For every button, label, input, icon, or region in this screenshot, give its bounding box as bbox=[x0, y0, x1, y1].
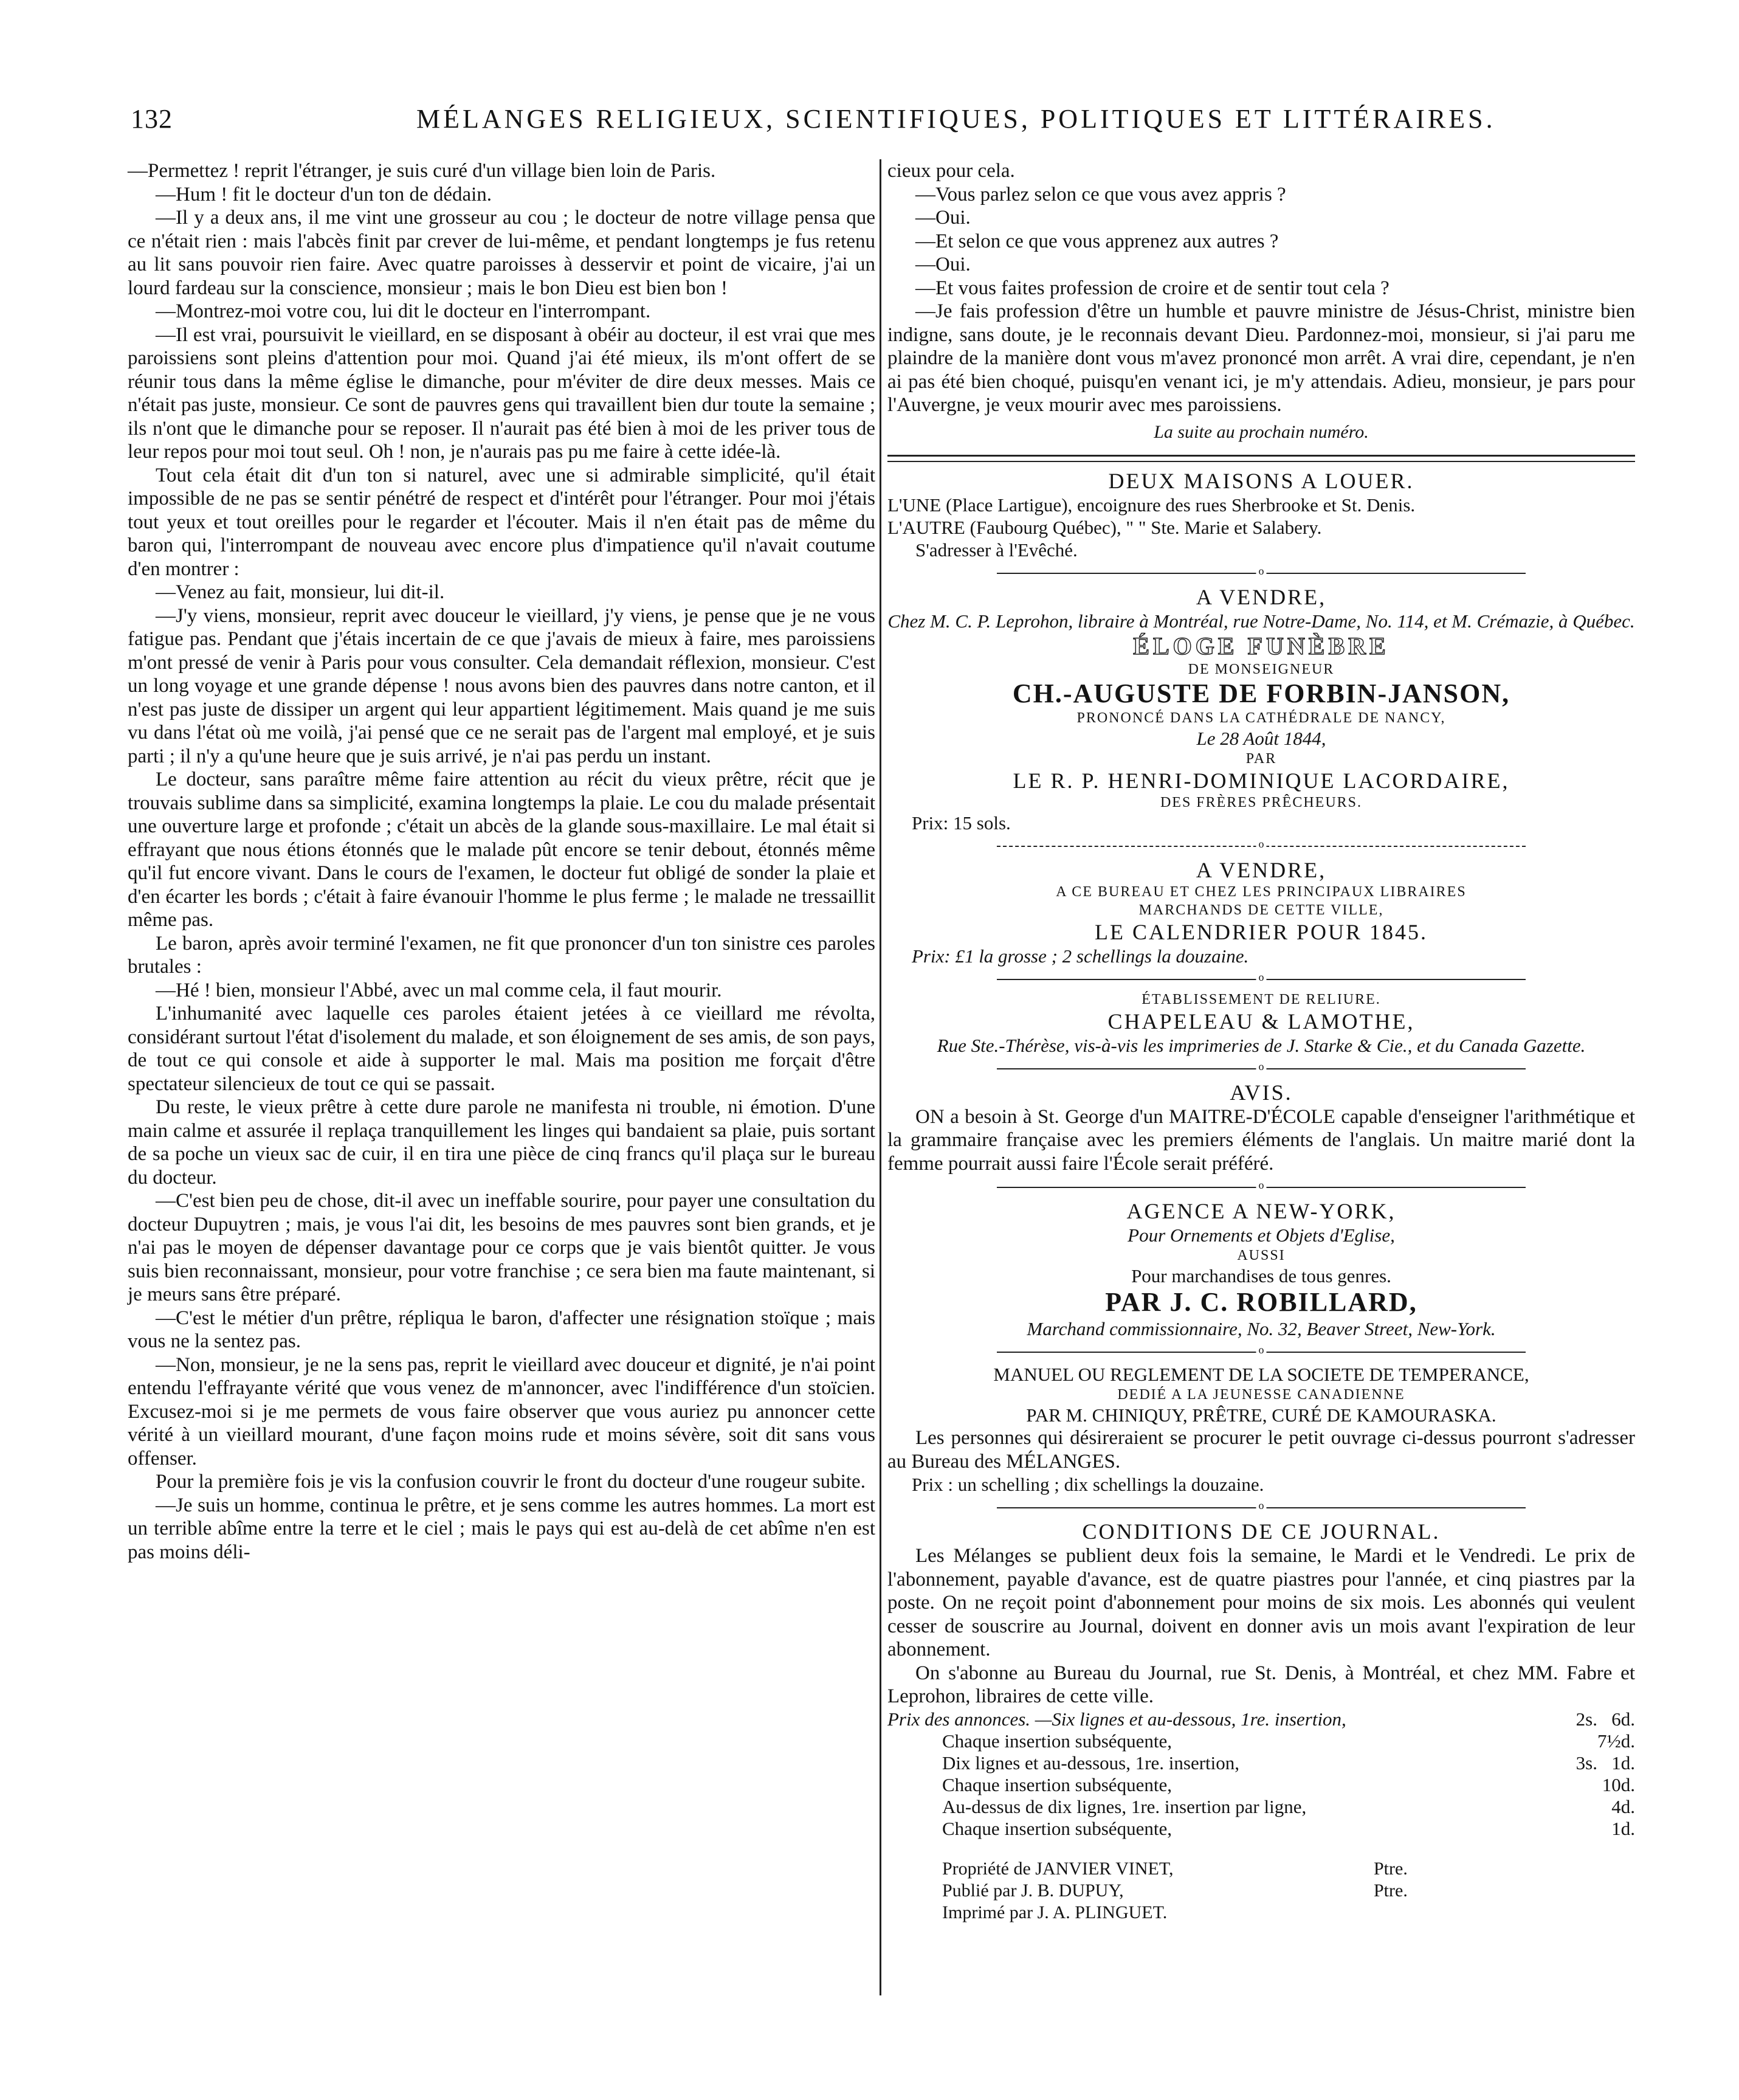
price-row bbox=[887, 1774, 1635, 1796]
paragraph: —Et selon ce que vous apprenez aux autres ? bbox=[915, 230, 1279, 252]
price-pence: 4d. bbox=[1611, 1795, 1635, 1817]
ad-line: Marchand commissionnaire, No. 32, Beaver Street, New-York. bbox=[1027, 1318, 1496, 1339]
ad-line: PRONONCÉ DANS LA CATHÉDRALE DE NANCY, bbox=[1076, 710, 1446, 726]
paragraph: —J'y viens, monsieur, reprit avec douceur le vieillard, j'y viens, je pense que je ne vous fatigue pas. Pendant que j'étais incertain de ce que j'avais de mieux à faire, mes paroissiens m'ont pressé de venir à Paris pour vous consulter. Cela demandait réflexion, monsieur. C'est un long voyage et une grande dépense ! nous avons bien des pauvres dans notre canton, et il n'est pas juste de dissiper un argent qui leur appartient légitimement. Mais quand je me suis vu dans l'état où me voilà, j'ai pensé que ce ne serait pas de l'argent mal employé, et je suis parti ; il n'y a qu'une heure que je suis arrivé, je n'ai pas perdu un instant. bbox=[128, 604, 875, 767]
ad-line: Rue Ste.-Thérèse, vis-à-vis les imprimeries de J. Starke & Cie., et du Canada Gazette. bbox=[937, 1034, 1586, 1056]
ad-line: DEDIÉ A LA JEUNESSE CANADIENNE bbox=[1117, 1387, 1405, 1403]
paragraph: cieux pour cela. bbox=[887, 160, 1015, 182]
paragraph: —Il y a deux ans, il me vint une grosseur au cou ; le docteur de notre village pensa que ce n'était rien : mais l'abcès finit par crever de lui-même, et pendant longtemps je fus retenu au lit sans pouvoir rien faire. Avec quatre paroisses à desservir et point de vicaire, j'ai un lourd fardeau sur la conscience, monsieur ; mais le bon Dieu est bien bon ! bbox=[128, 207, 875, 299]
page-title: MÉLANGES RELIGIEUX, SCIENTIFIQUES, POLITIQUES ET LITTÉRAIRES. bbox=[416, 104, 1496, 134]
ad-eloge bbox=[887, 584, 1635, 834]
ad-line: DE MONSEIGNEUR bbox=[1188, 661, 1335, 677]
price-shillings: 3s. bbox=[1575, 1752, 1597, 1774]
ad-headline: CHAPELEAU & LAMOTHE, bbox=[1107, 1009, 1415, 1034]
separator: o bbox=[887, 1345, 1635, 1358]
page-number: 132 bbox=[131, 104, 173, 134]
price-shillings bbox=[1531, 1730, 1597, 1752]
ad-line: MARCHANDS DE CETTE VILLE, bbox=[1138, 902, 1384, 918]
ad-bindery bbox=[887, 990, 1635, 1057]
right-column bbox=[887, 159, 1635, 1924]
ad-line: Pour marchandises de tous genres. bbox=[1131, 1265, 1391, 1287]
ad-line: S'adresser à l'Evêché. bbox=[915, 539, 1078, 561]
paragraph: —Et vous faites profession de croire et de sentir tout cela ? bbox=[915, 277, 1389, 299]
imprint-row bbox=[942, 1858, 1635, 1880]
paragraph: Le docteur, sans paraître même faire attention au récit du vieux prêtre, récit que je trouvais sublime dans sa simplicité, examina longtemps la plaie. Le cou du malade présentait une ouverture large et profonde ; c'était un abcès de la glande sous-maxillaire. Le mal était si effrayant que nous étions étonnés que le malade pût encore se tenir debout, étonnés même qu'il fut encore vivant. Dans le cours de l'examen, le docteur fut obligé de sonder la plaie et d'en écarter les bords ; c'était à faire évanouir l'homme le plus ferme ; le malade ne tressaillit même pas. bbox=[128, 769, 875, 931]
ad-title: MANUEL OU REGLEMENT DE LA SOCIETE DE TEMPERANCE, bbox=[993, 1364, 1529, 1385]
separator: o bbox=[887, 1062, 1635, 1075]
page-header bbox=[131, 103, 1496, 146]
imprint-owner-title: Ptre. bbox=[1374, 1858, 1408, 1879]
conditions-title: CONDITIONS DE CE JOURNAL. bbox=[1082, 1519, 1441, 1544]
ad-price: Prix: 15 sols. bbox=[912, 812, 1011, 834]
price-label: Chaque insertion subséquente, bbox=[942, 1774, 1172, 1795]
price-shillings bbox=[1531, 1796, 1597, 1818]
price-label: Prix des annonces. —Six lignes et au-dessous, 1re. insertion, bbox=[887, 1708, 1346, 1730]
ad-headline: ÉLOGE FUNÈBRE bbox=[1133, 632, 1389, 660]
price-row bbox=[887, 1796, 1635, 1818]
price-pence: 1d. bbox=[1611, 1817, 1635, 1839]
ad-line: A CE BUREAU ET CHEZ LES PRINCIPAUX LIBRAIRES bbox=[1056, 883, 1467, 900]
ad-title: A VENDRE, bbox=[1196, 584, 1327, 609]
price-label: Chaque insertion subséquente, bbox=[942, 1817, 1172, 1839]
paragraph: L'inhumanité avec laquelle ces paroles étaient jetées à ce vieillard me révolta, considérant surtout l'état d'isolement du malade, et son éloignement de ses amis, de son pays, de tout ce qui console et aide à supporter le mal. Mais ma position me forçait d'être spectateur silencieux de tout ce qui se passait. bbox=[128, 1003, 875, 1095]
paragraph: —Venez au fait, monsieur, lui dit-il. bbox=[156, 581, 445, 603]
ad-author: LE R. P. HENRI-DOMINIQUE LACORDAIRE, bbox=[1013, 768, 1510, 793]
section-rule bbox=[887, 455, 1635, 462]
ad-line: L'AUTRE (Faubourg Québec), " " Ste. Marie et Salabery. bbox=[887, 516, 1322, 538]
ad-line: AUSSI bbox=[1237, 1248, 1286, 1263]
ad-title: A VENDRE, bbox=[1196, 857, 1327, 882]
ad-title: DEUX MAISONS A LOUER. bbox=[1108, 468, 1414, 493]
paragraph: —Hé ! bien, monsieur l'Abbé, avec un mal comme cela, il faut mourir. bbox=[156, 979, 722, 1001]
ad-text: ON a besoin à St. George d'un MAITRE-D'ÉCOLE capable d'enseigner l'arithmétique et la grammaire française avec les premiers éléments de l'anglais. Un maitre marié dont la femme pourrait aussi faire l'École serait préféré. bbox=[887, 1105, 1635, 1175]
price-label: Dix lignes et au-dessous, 1re. insertion, bbox=[942, 1752, 1240, 1774]
paragraph: —Je fais profession d'être un humble et pauvre ministre de Jésus-Christ, ministre bien indigne, sans doute, je le reconnais devant Dieu. Pardonnez-moi, monsieur, si j'ai paru me plaindre de la manière dont vous m'avez prononcé mon arrêt. A vrai dire, cependant, je n'en ai pas été bien choqué, puisqu'en venant ici, je m'y attendais. Adieu, monsieur, je pars pour l'Auvergne, je veux mourir avec mes paroissiens. bbox=[887, 300, 1635, 416]
price-shillings bbox=[1531, 1774, 1597, 1796]
price-row bbox=[887, 1752, 1635, 1774]
ad-line: ÉTABLISSEMENT DE RELIURE. bbox=[1142, 991, 1381, 1007]
ad-line: PAR M. CHINIQUY, PRÊTRE, CURÉ DE KAMOURASKA. bbox=[1026, 1404, 1496, 1426]
ad-avis bbox=[887, 1080, 1635, 1176]
ad-line: Le 28 Août 1844, bbox=[1196, 727, 1326, 749]
price-row bbox=[887, 1708, 1635, 1730]
price-pence: 1d. bbox=[1611, 1752, 1635, 1774]
paragraph: —Je suis un homme, continua le prêtre, et je sens comme les autres hommes. La mort est un terrible abîme entre la terre et le ciel ; mais le pays qui est au-delà de cet abîme n'en est pas moins déli- bbox=[128, 1494, 875, 1563]
ad-line: DES FRÈRES PRÊCHEURS. bbox=[1160, 794, 1363, 810]
conditions-text: On s'abonne au Bureau du Journal, rue St. Denis, à Montréal, et chez MM. Fabre et Leprohon, libraires de cette ville. bbox=[887, 1662, 1635, 1707]
ad-calendar bbox=[887, 857, 1635, 967]
ad-line: L'UNE (Place Lartigue), encoignure des rues Sherbrooke et St. Denis. bbox=[887, 494, 1416, 516]
paragraph: —Permettez ! reprit l'étranger, je suis curé d'un village bien loin de Paris. bbox=[128, 160, 716, 182]
left-column bbox=[128, 159, 875, 1564]
ad-agency bbox=[887, 1198, 1635, 1340]
paragraph: —Hum ! fit le docteur d'un ton de dédain. bbox=[156, 183, 492, 206]
ad-price: Prix : un schelling ; dix schellings la douzaine. bbox=[912, 1474, 1264, 1495]
price-table bbox=[887, 1708, 1635, 1840]
paragraph: —C'est le métier d'un prêtre, répliqua le baron, d'affecter une résignation stoïque ; mais vous ne la sentez pas. bbox=[128, 1307, 875, 1352]
price-row bbox=[887, 1818, 1635, 1840]
imprint bbox=[887, 1858, 1635, 1924]
price-pence: 6d. bbox=[1611, 1708, 1635, 1730]
price-label: Au-dessus de dix lignes, 1re. insertion par ligne, bbox=[942, 1795, 1307, 1817]
price-pence: 10d. bbox=[1602, 1774, 1635, 1795]
paragraph: —Oui. bbox=[915, 207, 971, 229]
ad-line: Pour Ornements et Objets d'Eglise, bbox=[1128, 1224, 1395, 1246]
imprint-publisher-title: Ptre. bbox=[1374, 1880, 1408, 1901]
ad-headline: PAR J. C. ROBILLARD, bbox=[1105, 1287, 1417, 1317]
paragraph: Pour la première fois je vis la confusion couvrir le front du docteur d'une rougeur subite. bbox=[156, 1471, 866, 1493]
ad-headline: LE CALENDRIER POUR 1845. bbox=[1095, 919, 1428, 944]
ad-manual bbox=[887, 1363, 1635, 1496]
paragraph: —Non, monsieur, je ne la sens pas, reprit le vieillard avec douceur et dignité, je n'ai point entendu l'effrayante vérité que vous venez de m'annoncer, avec l'indifférence d'un stoïcien. Excusez-moi si je me permets de vous faire observer que vous auriez pu annoncer cette vérité à un vieillard mourant, d'une façon moins rude et moins sévère, soit dit sans vous offenser. bbox=[128, 1353, 875, 1470]
paragraph: —Montrez-moi votre cou, lui dit le docteur en l'interrompant. bbox=[156, 300, 651, 322]
ad-price: Prix: £1 la grosse ; 2 schellings la douzaine. bbox=[912, 945, 1249, 967]
conditions-text: Les Mélanges se publient deux fois la semaine, le Mardi et le Vendredi. Le prix de l'abonnement, payable d'avance, est de quatre piastres pour l'année, et cinq piastres par la poste. On ne reçoit point d'abonnement pour moins de six mois. Les abonnés qui veulent cesser de souscrire au Journal, doivent en donner avis un mois avant l'expiration de leur abonnement. bbox=[887, 1545, 1635, 1660]
paragraph: Du reste, le vieux prêtre à cette dure parole ne manifesta ni trouble, ni émotion. D'une main calme et assurée il replaça tranquillement les linges qui bandaient sa plaie, puis sortant de sa poche un vieux sac de cuir, il en tira une pièce de cinq francs qu'il plaça sur le bureau du docteur. bbox=[128, 1096, 875, 1189]
price-shillings: 2s. bbox=[1575, 1708, 1597, 1730]
ad-title: AVIS. bbox=[1230, 1080, 1293, 1105]
column-divider bbox=[880, 159, 881, 1995]
ad-line: PAR bbox=[1245, 750, 1277, 767]
paragraph: —Vous parlez selon ce que vous avez appris ? bbox=[915, 183, 1286, 206]
imprint-owner: Propriété de JANVIER VINET, bbox=[942, 1858, 1174, 1879]
price-row bbox=[887, 1730, 1635, 1752]
separator: o bbox=[887, 972, 1635, 986]
separator: o bbox=[887, 1501, 1635, 1514]
price-shillings bbox=[1531, 1818, 1597, 1840]
imprint-row bbox=[942, 1902, 1635, 1924]
imprint-publisher: Publié par J. B. DUPUY, bbox=[942, 1880, 1124, 1901]
price-pence: 7½d. bbox=[1597, 1730, 1635, 1752]
paragraph: —C'est bien peu de chose, dit-il avec un ineffable sourire, pour payer une consultation du docteur Dupuytren ; mais, je vous l'ai dit, les besoins de mes pauvres sont bien grands, et je n'ai pas le moyen de dépenser davantage pour ce corps que je vais bientôt quitter. Je vous suis bien reconnaissant, monsieur, pour votre franchise ; ce sera bien ma faute maintenant, si je meurs sans être préparé. bbox=[128, 1190, 875, 1305]
to-be-continued: La suite au prochain numéro. bbox=[1154, 421, 1369, 442]
paragraph: —Oui. bbox=[915, 254, 971, 275]
imprint-row bbox=[942, 1880, 1635, 1902]
ad-text: Les personnes qui désireraient se procurer le petit ouvrage ci-dessus pourront s'adresser au Bureau des MÉLANGES. bbox=[887, 1427, 1635, 1473]
ad-houses bbox=[887, 468, 1635, 561]
paragraph: —Il est vrai, poursuivit le vieillard, en se disposant à obéir au docteur, il est vrai que mes paroissiens sont pleins d'attention pour moi. Quand j'ai été mieux, ils m'ont offert de se réunir tous dans la même église le dimanche, pour m'éviter de dire deux messes. Mais ce n'était pas juste, monsieur. Ce sont de pauvres gens qui travaillent bien dur toute la semaine ; ils n'ont que le dimanche pour se reposer. Il n'aurait pas été bien à moi de les priver tous de leur repos pour moi tout seul. Oh ! non, je n'aurais pas pu me faire à cette idée-là. bbox=[128, 323, 875, 463]
imprint-printer: Imprimé par J. A. PLINGUET. bbox=[942, 1902, 1168, 1922]
separator: o bbox=[887, 839, 1635, 852]
ad-line: Chez M. C. P. Leprohon, libraire à Montréal, rue Notre-Dame, No. 114, et M. Crémazie, à Québec. bbox=[887, 610, 1635, 632]
paragraph: Le baron, après avoir terminé l'examen, ne fit que prononcer d'un ton sinistre ces paroles brutales : bbox=[128, 932, 875, 978]
separator: o bbox=[887, 566, 1635, 579]
price-label: Chaque insertion subséquente, bbox=[942, 1730, 1172, 1752]
paragraph: Tout cela était dit d'un ton si naturel, avec une si admirable simplicité, qu'il était impossible de ne pas se sentir pénétré de respect et d'intérêt pour l'étranger. Pour moi j'étais tout yeux et tout oreilles pour le regarder et l'écouter. Mais il n'en était pas de même du baron qui, l'interrompant de nouveau avec encore plus d'impatience qu'il n'avait coutume d'en montrer : bbox=[128, 464, 875, 580]
separator: o bbox=[887, 1180, 1635, 1193]
conditions bbox=[887, 1519, 1635, 1840]
ad-headline: CH.-AUGUSTE DE FORBIN-JANSON, bbox=[1012, 678, 1510, 708]
ad-title: AGENCE A NEW-YORK, bbox=[1126, 1199, 1396, 1223]
